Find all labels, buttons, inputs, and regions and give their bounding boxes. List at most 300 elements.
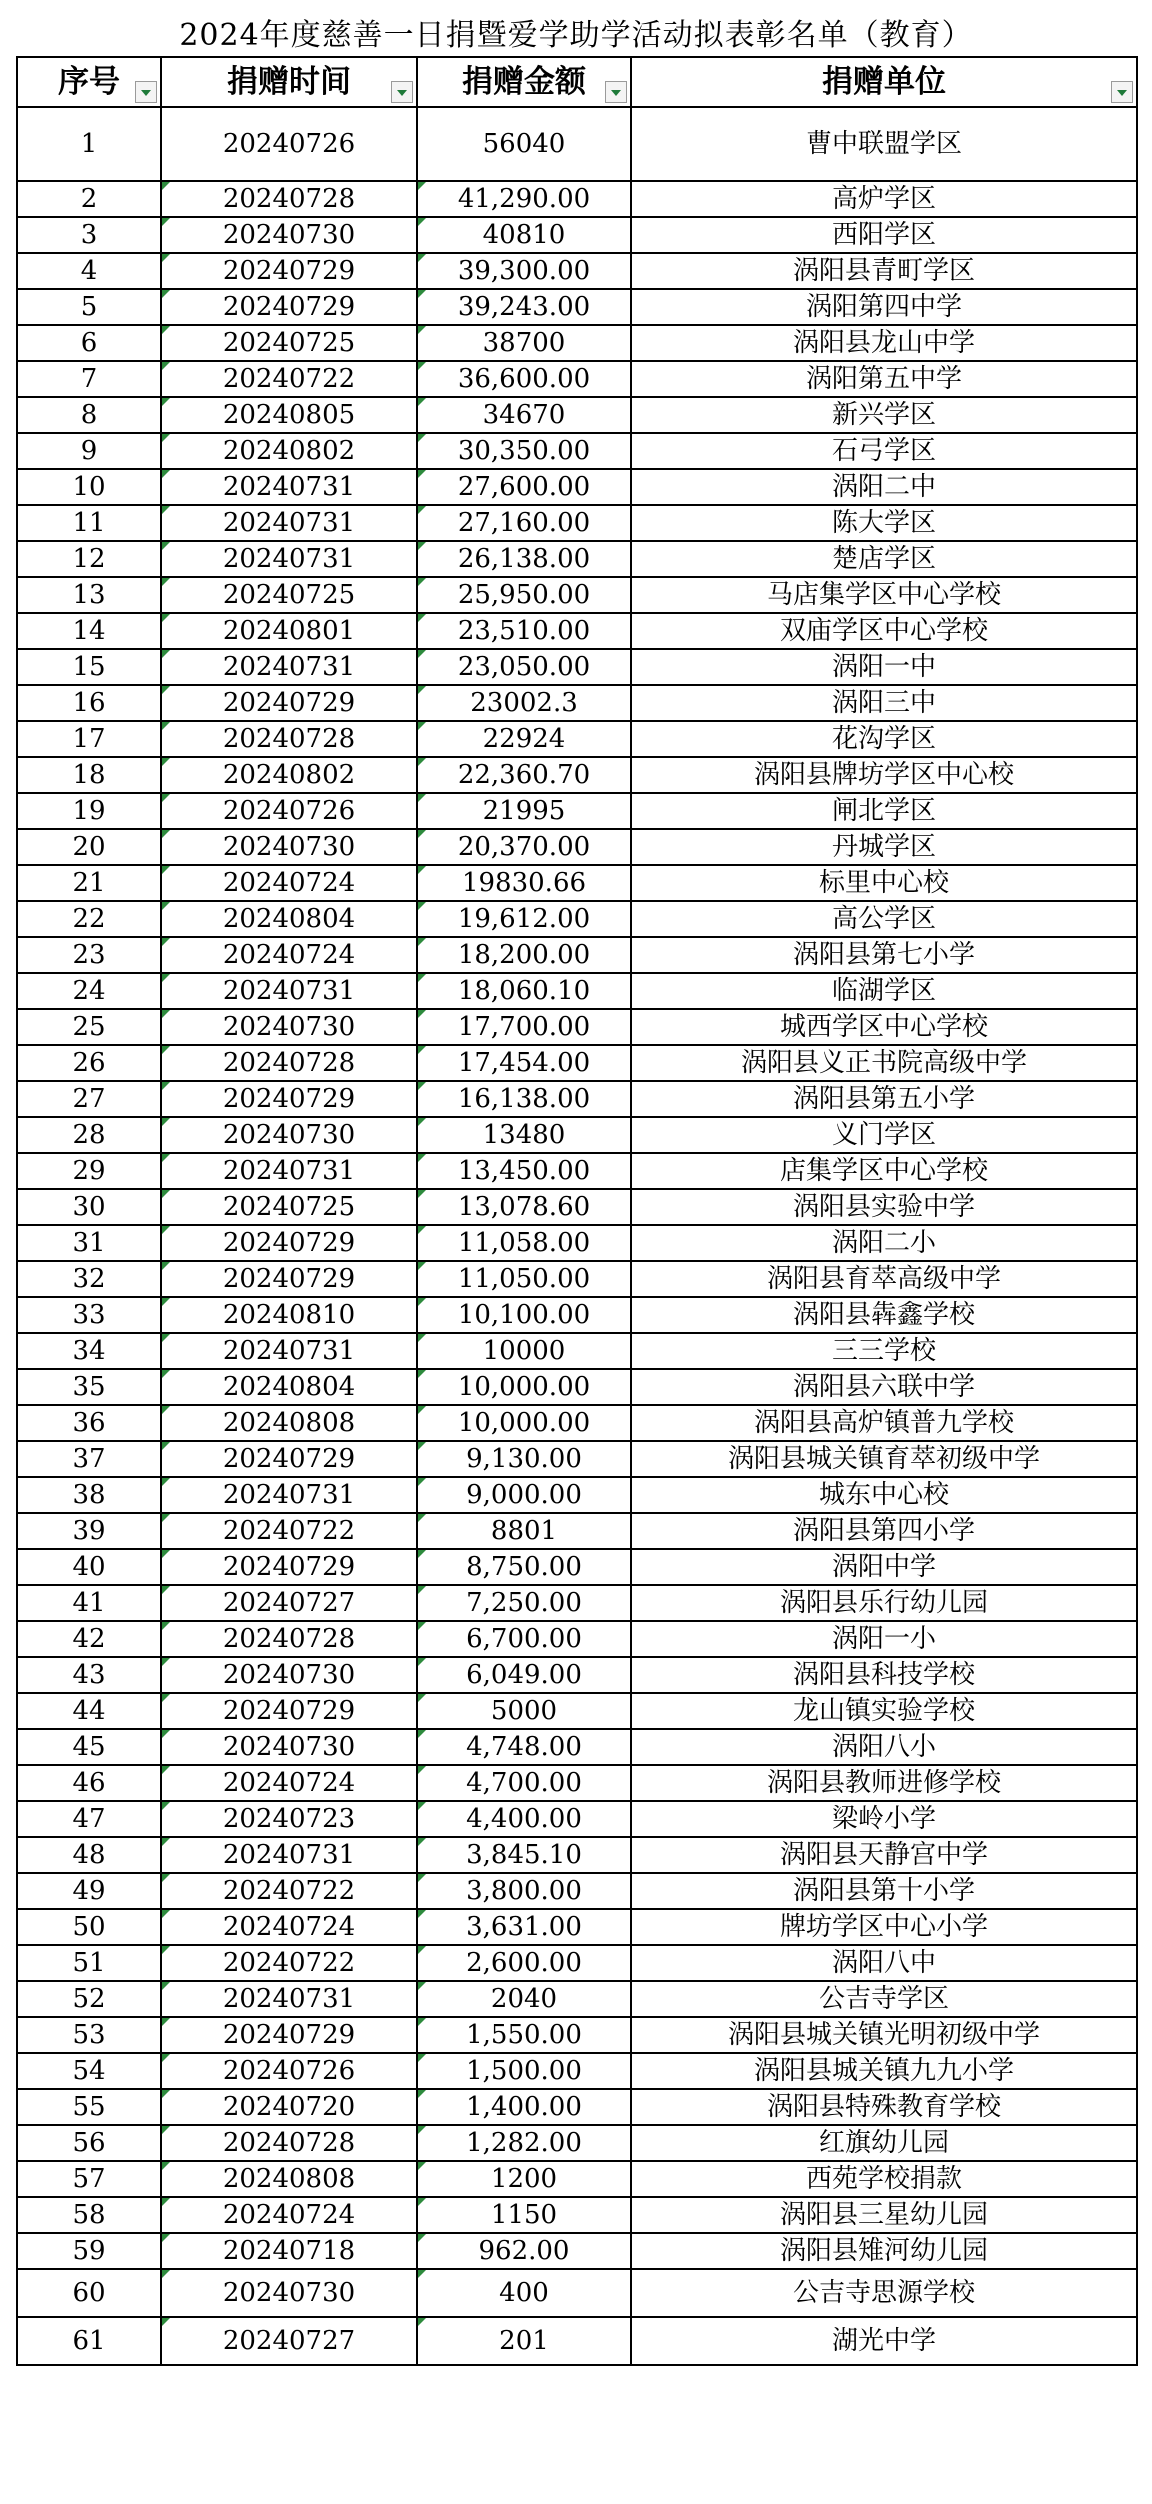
cell-amount[interactable]: 13,078.60 [417,1189,631,1225]
cell-date[interactable]: 20240730 [161,829,417,865]
cell-no[interactable]: 28 [17,1117,161,1153]
cell-date[interactable]: 20240801 [161,613,417,649]
cell-date[interactable]: 20240808 [161,2161,417,2197]
header-amount [417,57,631,107]
cell-amount[interactable]: 3,845.10 [417,1837,631,1873]
cell-date[interactable]: 20240804 [161,901,417,937]
cell-unit[interactable]: 城东中心校 [631,1477,1137,1513]
cell-unit[interactable]: 高炉学区 [631,181,1137,217]
cell-amount[interactable]: 1,282.00 [417,2125,631,2161]
cell-amount[interactable]: 22924 [417,721,631,757]
cell-date[interactable]: 20240720 [161,2089,417,2125]
cell-no[interactable]: 48 [17,1837,161,1873]
cell-unit[interactable]: 涡阳县犇鑫学校 [631,1297,1137,1333]
cell-date[interactable]: 20240802 [161,433,417,469]
cell-date[interactable]: 20240726 [161,2053,417,2089]
cell-unit[interactable]: 丹城学区 [631,829,1137,865]
cell-no[interactable]: 54 [17,2053,161,2089]
cell-no[interactable]: 18 [17,757,161,793]
cell-date[interactable]: 20240731 [161,505,417,541]
cell-unit[interactable]: 石弓学区 [631,433,1137,469]
cell-no[interactable]: 52 [17,1981,161,2017]
cell-no[interactable]: 45 [17,1729,161,1765]
cell-date[interactable]: 20240730 [161,1117,417,1153]
cell-date[interactable]: 20240810 [161,1297,417,1333]
text-number-marker-icon [162,2126,170,2134]
cell-amount[interactable]: 41,290.00 [417,181,631,217]
cell-no[interactable]: 30 [17,1189,161,1225]
cell-unit[interactable]: 涡阳八中 [631,1945,1137,1981]
cell-no[interactable]: 40 [17,1549,161,1585]
filter-dropdown-icon[interactable] [1111,81,1133,103]
cell-amount[interactable]: 38700 [417,325,631,361]
cell-date[interactable]: 20240727 [161,2317,417,2365]
cell-amount[interactable]: 1150 [417,2197,631,2233]
cell-amount[interactable]: 13480 [417,1117,631,1153]
table-row [17,829,1137,865]
cell-no[interactable]: 14 [17,613,161,649]
cell-no[interactable]: 12 [17,541,161,577]
cell-no[interactable]: 23 [17,937,161,973]
text-number-marker-icon [418,686,426,694]
text-number-marker-icon [162,1442,170,1450]
cell-no[interactable]: 42 [17,1621,161,1657]
cell-no[interactable]: 6 [17,325,161,361]
text-number-marker-icon [162,1838,170,1846]
cell-amount[interactable]: 1,500.00 [417,2053,631,2089]
cell-no[interactable]: 58 [17,2197,161,2233]
cell-no[interactable]: 1 [17,107,161,181]
text-number-marker-icon [418,974,426,982]
cell-no[interactable]: 39 [17,1513,161,1549]
cell-unit[interactable]: 马店集学区中心学校 [631,577,1137,613]
cell-amount[interactable]: 20,370.00 [417,829,631,865]
cell-no[interactable]: 33 [17,1297,161,1333]
text-number-marker-icon [418,794,426,802]
cell-unit[interactable]: 牌坊学区中心小学 [631,1909,1137,1945]
table-row [17,865,1137,901]
cell-unit[interactable]: 涡阳三中 [631,685,1137,721]
cell-no[interactable]: 36 [17,1405,161,1441]
table-row [17,901,1137,937]
cell-unit[interactable]: 西阳学区 [631,217,1137,253]
cell-amount[interactable]: 5000 [417,1693,631,1729]
text-number-marker-icon [418,1838,426,1846]
cell-amount[interactable]: 2040 [417,1981,631,2017]
cell-date[interactable]: 20240729 [161,2017,417,2053]
text-number-marker-icon [162,1046,170,1054]
text-number-marker-icon [418,2090,426,2098]
cell-no[interactable]: 17 [17,721,161,757]
text-number-marker-icon [418,1550,426,1558]
table-row [17,1117,1137,1153]
cell-unit[interactable]: 梁岭小学 [631,1801,1137,1837]
cell-date[interactable]: 20240729 [161,1225,417,1261]
cell-no[interactable]: 57 [17,2161,161,2197]
cell-no[interactable]: 29 [17,1153,161,1189]
cell-amount[interactable]: 10,000.00 [417,1369,631,1405]
cell-date[interactable]: 20240731 [161,469,417,505]
cell-unit[interactable]: 涡阳县第四小学 [631,1513,1137,1549]
table-row [17,289,1137,325]
cell-no[interactable]: 15 [17,649,161,685]
cell-amount[interactable]: 1,400.00 [417,2089,631,2125]
cell-unit[interactable]: 城西学区中心学校 [631,1009,1137,1045]
cell-date[interactable]: 20240722 [161,1945,417,1981]
cell-amount[interactable]: 7,250.00 [417,1585,631,1621]
cell-unit[interactable]: 店集学区中心学校 [631,1153,1137,1189]
cell-no[interactable]: 31 [17,1225,161,1261]
text-number-marker-icon [162,542,170,550]
text-number-marker-icon [162,650,170,658]
cell-date[interactable]: 20240729 [161,1441,417,1477]
cell-unit[interactable]: 涡阳第五中学 [631,361,1137,397]
cell-date[interactable]: 20240729 [161,1081,417,1117]
cell-amount[interactable]: 9,130.00 [417,1441,631,1477]
cell-amount[interactable]: 17,700.00 [417,1009,631,1045]
cell-unit[interactable]: 涡阳一小 [631,1621,1137,1657]
cell-unit[interactable]: 公吉寺学区 [631,1981,1137,2017]
cell-amount[interactable]: 36,600.00 [417,361,631,397]
cell-amount[interactable]: 201 [417,2317,631,2365]
cell-amount[interactable]: 1,550.00 [417,2017,631,2053]
cell-date[interactable]: 20240728 [161,721,417,757]
cell-unit[interactable]: 涡阳县第七小学 [631,937,1137,973]
cell-amount[interactable]: 4,400.00 [417,1801,631,1837]
cell-no[interactable]: 60 [17,2269,161,2317]
text-number-marker-icon [418,614,426,622]
cell-amount[interactable]: 11,058.00 [417,1225,631,1261]
cell-amount[interactable]: 18,200.00 [417,937,631,973]
cell-no[interactable]: 35 [17,1369,161,1405]
cell-amount[interactable]: 39,243.00 [417,289,631,325]
text-number-marker-icon [162,1190,170,1198]
cell-amount[interactable]: 34670 [417,397,631,433]
cell-date[interactable]: 20240722 [161,1873,417,1909]
cell-no[interactable]: 25 [17,1009,161,1045]
cell-amount[interactable]: 3,631.00 [417,1909,631,1945]
cell-no[interactable]: 38 [17,1477,161,1513]
cell-unit[interactable]: 龙山镇实验学校 [631,1693,1137,1729]
cell-unit[interactable]: 三三学校 [631,1333,1137,1369]
cell-amount[interactable]: 23,050.00 [417,649,631,685]
cell-no[interactable]: 11 [17,505,161,541]
cell-no[interactable]: 21 [17,865,161,901]
cell-amount[interactable]: 27,600.00 [417,469,631,505]
text-number-marker-icon [418,218,426,226]
cell-no[interactable]: 9 [17,433,161,469]
text-number-marker-icon [418,2018,426,2026]
text-number-marker-icon [418,254,426,262]
cell-date[interactable]: 20240804 [161,1369,417,1405]
cell-no[interactable]: 41 [17,1585,161,1621]
cell-date[interactable]: 20240802 [161,757,417,793]
cell-unit[interactable]: 涡阳县特殊教育学校 [631,2089,1137,2125]
cell-amount[interactable]: 10000 [417,1333,631,1369]
cell-no[interactable]: 50 [17,1909,161,1945]
cell-date[interactable]: 20240729 [161,1693,417,1729]
text-number-marker-icon [418,1766,426,1774]
cell-unit[interactable]: 涡阳县三星幼儿园 [631,2197,1137,2233]
text-number-marker-icon [162,506,170,514]
cell-no[interactable]: 4 [17,253,161,289]
cell-amount[interactable]: 4,748.00 [417,1729,631,1765]
cell-no[interactable]: 61 [17,2317,161,2365]
cell-unit[interactable]: 涡阳县第十小学 [631,1873,1137,1909]
table-row [17,1405,1137,1441]
filter-dropdown-icon[interactable] [135,81,157,103]
cell-unit[interactable]: 涡阳县牌坊学区中心校 [631,757,1137,793]
cell-date[interactable]: 20240723 [161,1801,417,1837]
cell-amount[interactable]: 18,060.10 [417,973,631,1009]
text-number-marker-icon [418,1406,426,1414]
cell-date[interactable]: 20240724 [161,2197,417,2233]
cell-date[interactable]: 20240730 [161,1729,417,1765]
cell-unit[interactable]: 涡阳县城关镇光明初级中学 [631,2017,1137,2053]
cell-no[interactable]: 47 [17,1801,161,1837]
cell-unit[interactable]: 新兴学区 [631,397,1137,433]
cell-amount[interactable]: 6,049.00 [417,1657,631,1693]
cell-amount[interactable]: 16,138.00 [417,1081,631,1117]
cell-amount[interactable]: 6,700.00 [417,1621,631,1657]
cell-date[interactable]: 20240730 [161,1657,417,1693]
cell-unit[interactable]: 西苑学校捐款 [631,2161,1137,2197]
cell-no[interactable]: 22 [17,901,161,937]
text-number-marker-icon [418,2054,426,2062]
cell-unit[interactable]: 涡阳一中 [631,649,1137,685]
cell-date[interactable]: 20240729 [161,1261,417,1297]
cell-no[interactable]: 26 [17,1045,161,1081]
cell-unit[interactable]: 涡阳县第五小学 [631,1081,1137,1117]
cell-date[interactable]: 20240730 [161,1009,417,1045]
cell-unit[interactable]: 涡阳县青町学区 [631,253,1137,289]
cell-amount[interactable]: 962.00 [417,2233,631,2269]
filter-dropdown-icon[interactable] [605,81,627,103]
cell-no[interactable]: 19 [17,793,161,829]
text-number-marker-icon [162,290,170,298]
cell-no[interactable]: 59 [17,2233,161,2269]
cell-unit[interactable]: 涡阳二中 [631,469,1137,505]
cell-amount[interactable]: 400 [417,2269,631,2317]
cell-amount[interactable]: 3,800.00 [417,1873,631,1909]
text-number-marker-icon [162,722,170,730]
cell-amount[interactable]: 56040 [417,107,631,181]
cell-date[interactable]: 20240731 [161,973,417,1009]
cell-no[interactable]: 53 [17,2017,161,2053]
cell-no[interactable]: 43 [17,1657,161,1693]
cell-no[interactable]: 44 [17,1693,161,1729]
cell-date[interactable]: 20240725 [161,577,417,613]
cell-amount[interactable]: 40810 [417,217,631,253]
cell-unit[interactable]: 红旗幼儿园 [631,2125,1137,2161]
cell-amount[interactable]: 25,950.00 [417,577,631,613]
cell-unit[interactable]: 涡阳二小 [631,1225,1137,1261]
table-row [17,1981,1137,2017]
cell-date[interactable]: 20240724 [161,1765,417,1801]
cell-date[interactable]: 20240730 [161,217,417,253]
cell-no[interactable]: 10 [17,469,161,505]
cell-no[interactable]: 24 [17,973,161,1009]
cell-no[interactable]: 34 [17,1333,161,1369]
cell-date[interactable]: 20240725 [161,1189,417,1225]
cell-amount[interactable]: 17,454.00 [417,1045,631,1081]
cell-no[interactable]: 51 [17,1945,161,1981]
cell-no[interactable]: 8 [17,397,161,433]
cell-amount[interactable]: 22,360.70 [417,757,631,793]
cell-date[interactable]: 20240724 [161,1909,417,1945]
cell-unit[interactable]: 临湖学区 [631,973,1137,1009]
cell-unit[interactable]: 涡阳县天静宫中学 [631,1837,1137,1873]
cell-unit[interactable]: 涡阳县教师进修学校 [631,1765,1137,1801]
cell-amount[interactable]: 8,750.00 [417,1549,631,1585]
cell-date[interactable]: 20240731 [161,1477,417,1513]
cell-unit[interactable]: 涡阳县乐行幼儿园 [631,1585,1137,1621]
cell-unit[interactable]: 涡阳县义正书院高级中学 [631,1045,1137,1081]
cell-date[interactable]: 20240729 [161,1549,417,1585]
text-number-marker-icon [162,2054,170,2062]
cell-unit[interactable]: 陈大学区 [631,505,1137,541]
text-number-marker-icon [162,2234,170,2242]
cell-unit[interactable]: 涡阳县高炉镇普九学校 [631,1405,1137,1441]
cell-unit[interactable]: 高公学区 [631,901,1137,937]
cell-date[interactable]: 20240729 [161,685,417,721]
cell-unit[interactable]: 涡阳八小 [631,1729,1137,1765]
cell-date[interactable]: 20240722 [161,1513,417,1549]
cell-amount[interactable]: 27,160.00 [417,505,631,541]
cell-date[interactable]: 20240731 [161,1153,417,1189]
table-row [17,1585,1137,1621]
cell-amount[interactable]: 23002.3 [417,685,631,721]
cell-amount[interactable]: 9,000.00 [417,1477,631,1513]
cell-date[interactable]: 20240730 [161,2269,417,2317]
cell-unit[interactable]: 花沟学区 [631,721,1137,757]
cell-date[interactable]: 20240731 [161,1981,417,2017]
cell-date[interactable]: 20240731 [161,1333,417,1369]
table-row [17,325,1137,361]
cell-unit[interactable]: 涡阳中学 [631,1549,1137,1585]
cell-unit[interactable]: 双庙学区中心学校 [631,613,1137,649]
cell-date[interactable]: 20240726 [161,107,417,181]
cell-no[interactable]: 2 [17,181,161,217]
text-number-marker-icon [418,1334,426,1342]
cell-unit[interactable]: 涡阳县龙山中学 [631,325,1137,361]
cell-amount[interactable]: 30,350.00 [417,433,631,469]
text-number-marker-icon [418,830,426,838]
cell-date[interactable]: 20240731 [161,541,417,577]
cell-unit[interactable]: 涡阳县六联中学 [631,1369,1137,1405]
cell-date[interactable]: 20240731 [161,649,417,685]
cell-amount[interactable]: 1200 [417,2161,631,2197]
cell-no[interactable]: 49 [17,1873,161,1909]
cell-unit[interactable]: 涡阳县育萃高级中学 [631,1261,1137,1297]
cell-unit[interactable]: 湖光中学 [631,2317,1137,2365]
text-number-marker-icon [418,1370,426,1378]
cell-date[interactable]: 20240726 [161,793,417,829]
cell-date[interactable]: 20240728 [161,1045,417,1081]
cell-no[interactable]: 55 [17,2089,161,2125]
cell-no[interactable]: 13 [17,577,161,613]
cell-date[interactable]: 20240724 [161,865,417,901]
cell-amount[interactable]: 19,612.00 [417,901,631,937]
cell-no[interactable]: 16 [17,685,161,721]
cell-unit[interactable]: 标里中心校 [631,865,1137,901]
cell-amount[interactable]: 19830.66 [417,865,631,901]
cell-amount[interactable]: 8801 [417,1513,631,1549]
cell-no[interactable]: 32 [17,1261,161,1297]
cell-date[interactable]: 20240729 [161,253,417,289]
cell-date[interactable]: 20240718 [161,2233,417,2269]
cell-amount[interactable]: 13,450.00 [417,1153,631,1189]
cell-date[interactable]: 20240729 [161,289,417,325]
text-number-marker-icon [162,434,170,442]
cell-amount[interactable]: 21995 [417,793,631,829]
cell-date[interactable]: 20240727 [161,1585,417,1621]
cell-date[interactable]: 20240728 [161,1621,417,1657]
table-row [17,2197,1137,2233]
cell-unit[interactable]: 涡阳第四中学 [631,289,1137,325]
cell-unit[interactable]: 楚店学区 [631,541,1137,577]
cell-amount[interactable]: 2,600.00 [417,1945,631,1981]
cell-date[interactable]: 20240731 [161,1837,417,1873]
cell-date[interactable]: 20240728 [161,181,417,217]
cell-date[interactable]: 20240808 [161,1405,417,1441]
cell-no[interactable]: 7 [17,361,161,397]
cell-unit[interactable]: 涡阳县城关镇育萃初级中学 [631,1441,1137,1477]
text-number-marker-icon [418,470,426,478]
cell-unit[interactable]: 义门学区 [631,1117,1137,1153]
header-date [161,57,417,107]
table-row [17,1009,1137,1045]
cell-amount[interactable]: 4,700.00 [417,1765,631,1801]
cell-no[interactable]: 37 [17,1441,161,1477]
cell-no[interactable]: 5 [17,289,161,325]
cell-unit[interactable]: 闸北学区 [631,793,1137,829]
cell-date[interactable]: 20240722 [161,361,417,397]
cell-unit[interactable]: 公吉寺思源学校 [631,2269,1137,2317]
cell-unit[interactable]: 涡阳县科技学校 [631,1657,1137,1693]
cell-date[interactable]: 20240805 [161,397,417,433]
table-row [17,1333,1137,1369]
table-row [17,793,1137,829]
cell-unit[interactable]: 涡阳县城关镇九九小学 [631,2053,1137,2089]
text-number-marker-icon [418,1802,426,1810]
text-number-marker-icon [162,1982,170,1990]
header-date-label: 捐赠时间 [227,64,351,100]
cell-no[interactable]: 3 [17,217,161,253]
cell-amount[interactable]: 10,000.00 [417,1405,631,1441]
cell-unit[interactable]: 涡阳县实验中学 [631,1189,1137,1225]
table-row [17,397,1137,433]
cell-amount[interactable]: 10,100.00 [417,1297,631,1333]
cell-amount[interactable]: 23,510.00 [417,613,631,649]
text-number-marker-icon [162,974,170,982]
cell-amount[interactable]: 39,300.00 [417,253,631,289]
cell-date[interactable]: 20240725 [161,325,417,361]
cell-date[interactable]: 20240728 [161,2125,417,2161]
cell-no[interactable]: 56 [17,2125,161,2161]
donation-table [16,56,1138,2366]
cell-no[interactable]: 46 [17,1765,161,1801]
text-number-marker-icon [418,182,426,190]
filter-dropdown-icon[interactable] [391,81,413,103]
cell-no[interactable]: 27 [17,1081,161,1117]
cell-unit[interactable]: 涡阳县雉河幼儿园 [631,2233,1137,2269]
cell-date[interactable]: 20240724 [161,937,417,973]
cell-amount[interactable]: 11,050.00 [417,1261,631,1297]
cell-amount[interactable]: 26,138.00 [417,541,631,577]
cell-unit[interactable]: 曹中联盟学区 [631,107,1137,181]
cell-no[interactable]: 20 [17,829,161,865]
